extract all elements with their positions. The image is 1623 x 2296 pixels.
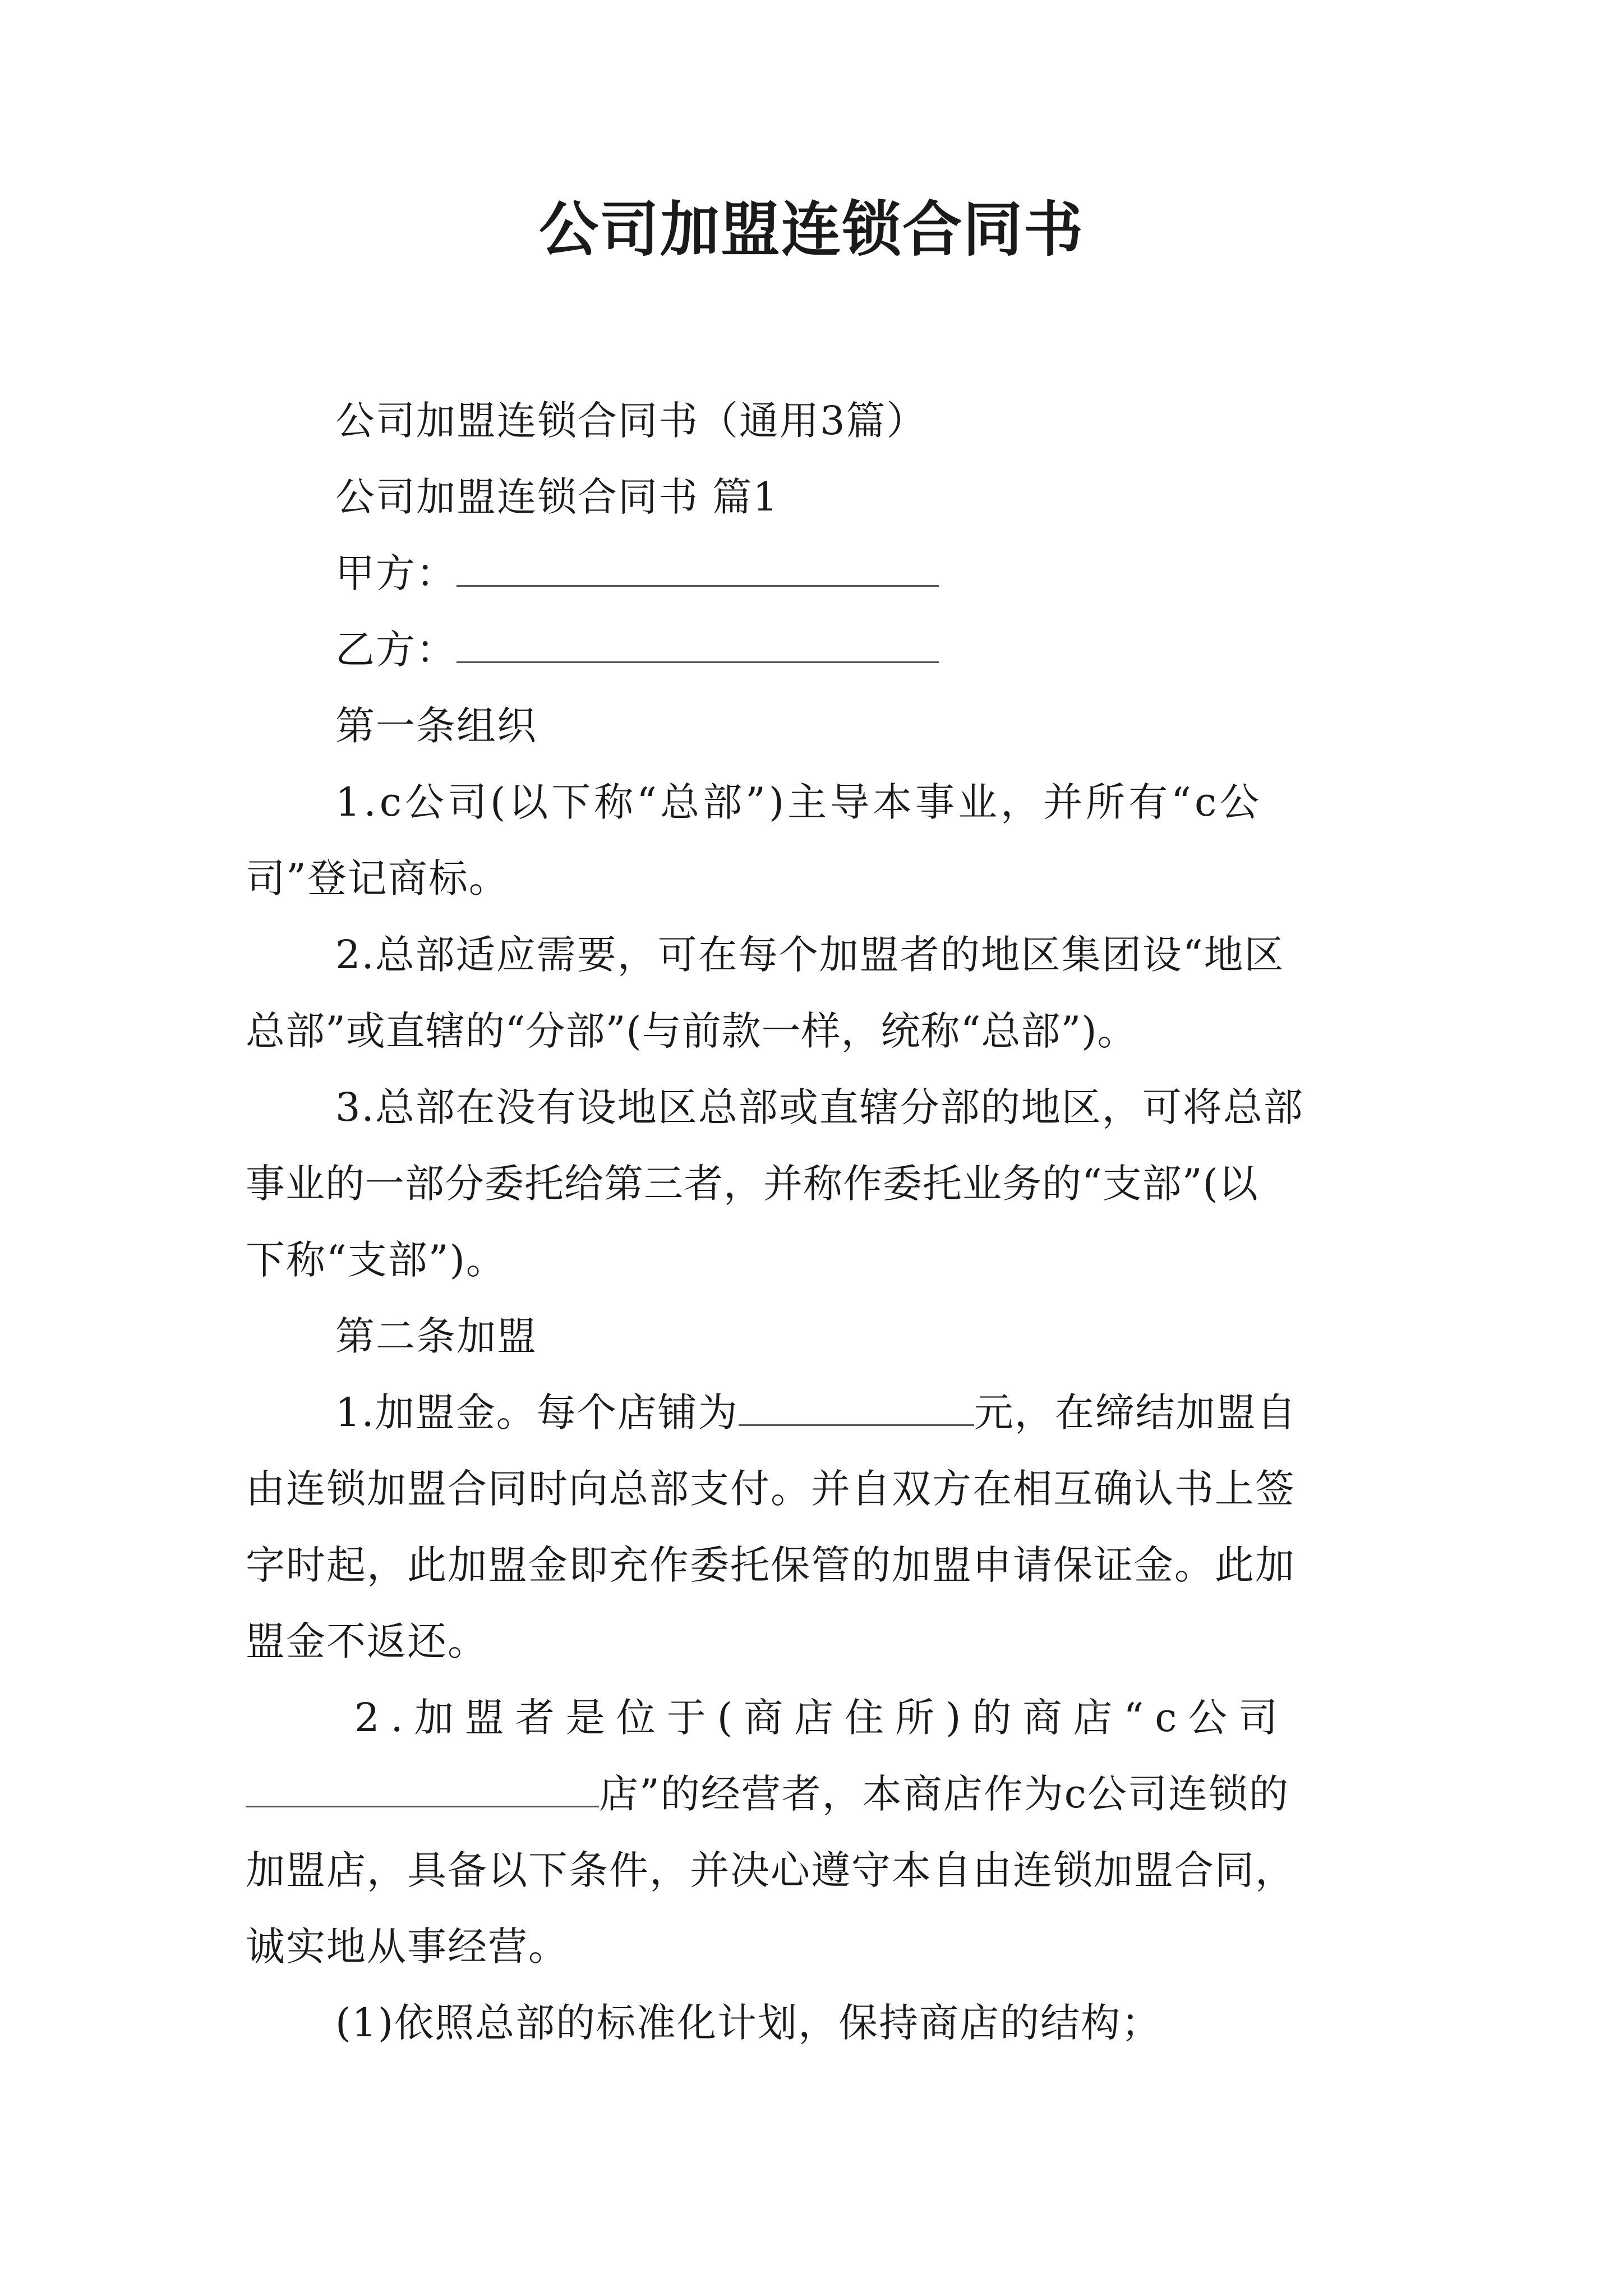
article-2-clause-1-line-4: 盟金不返还。	[246, 1618, 488, 1664]
party-b-line	[335, 622, 939, 678]
party-b-label: 乙方：	[335, 627, 457, 673]
store-name-blank	[246, 1772, 599, 1807]
party-b-blank	[457, 622, 939, 663]
article-2-clause-2-line-2	[246, 1766, 1289, 1822]
article-2-clause-2-line-4: 诚实地从事经营。	[246, 1924, 569, 1970]
article-2-clause-2-line-3: 加盟店，具备以下条件，并决心遵守本自由连锁加盟合同，	[246, 1847, 1295, 1893]
party-a-line	[335, 545, 939, 601]
article-1-clause-2-line-2: 总部”或直辖的“分部”(与前款一样，统称“总部”)。	[246, 1008, 1137, 1054]
article-2-heading: 第二条加盟	[335, 1313, 537, 1359]
party-a-label: 甲方：	[335, 550, 457, 596]
document-title: 公司加盟连锁合同书	[539, 195, 1084, 264]
article-1-clause-3-line-2: 事业的一部分委托给第三者，并称作委托业务的“支部”(以	[246, 1161, 1258, 1207]
article-1-clause-3-line-1: 3.总部在没有设地区总部或直辖分部的地区，可将总部	[335, 1084, 1304, 1130]
document-subtitle: 公司加盟连锁合同书（通用3篇）	[335, 398, 927, 444]
article-2-clause-1-line-3: 字时起，此加盟金即充作委托保管的加盟申请保证金。此加	[246, 1542, 1295, 1588]
article-2-clause-1-line-2: 由连锁加盟合同时向总部支付。并自双方在相互确认书上签	[246, 1466, 1295, 1512]
article-1-clause-2-line-1: 2.总部适应需要，可在每个加盟者的地区集团设“地区	[335, 932, 1285, 978]
article-2-clause-2-line-1: 2.加盟者是位于(商店住所)的商店“c公司	[354, 1695, 1289, 1741]
section-heading: 公司加盟连锁合同书 篇1	[335, 474, 779, 520]
fee-text-before: 1.加盟金。每个店铺为	[335, 1389, 739, 1435]
article-1-heading: 第一条组织	[335, 703, 537, 749]
article-1-clause-1-line-1: 1.c公司(以下称“总部”)主导本事业，并所有“c公	[335, 779, 1263, 825]
fee-amount-blank	[739, 1391, 974, 1426]
store-text-after: 店”的经营者，本商店作为c公司连锁的	[599, 1771, 1289, 1817]
article-1-clause-1-line-2: 司”登记商标。	[246, 855, 509, 901]
article-2-clause-1-line-1	[335, 1384, 1297, 1441]
article-2-item-1: (1)依照总部的标准化计划，保持商店的结构；	[335, 2000, 1162, 2046]
fee-text-after: 元，在缔结加盟自	[974, 1389, 1297, 1435]
article-1-clause-3-line-3: 下称“支部”)。	[246, 1237, 506, 1283]
party-a-blank	[457, 546, 939, 587]
